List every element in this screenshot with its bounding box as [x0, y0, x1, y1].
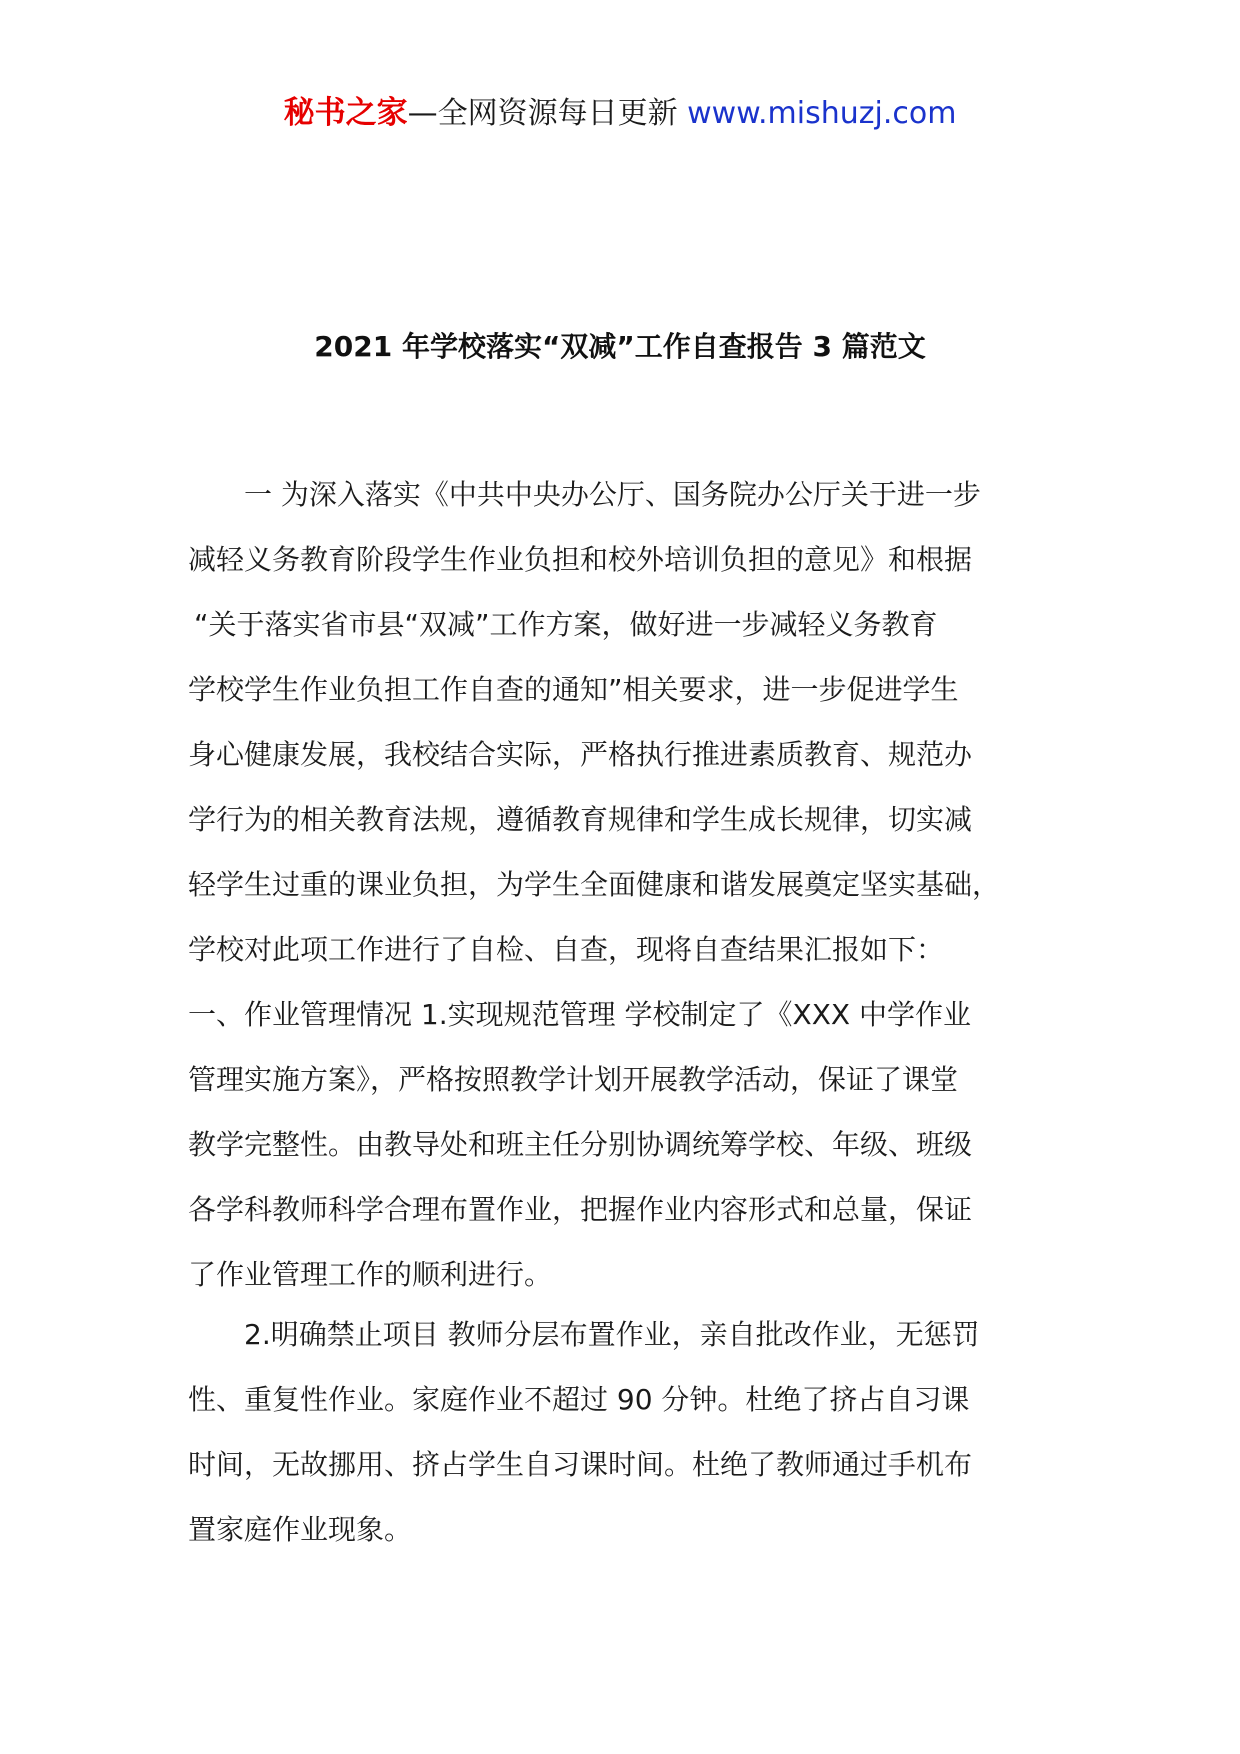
paragraph-line: 学校学生作业负担工作自查的通知”相关要求，进一步促进学生: [188, 673, 959, 706]
paragraph-2: [188, 1302, 1058, 1562]
paragraph-line: 管理实施方案》，严格按照教学计划开展教学活动，保证了课堂: [188, 1063, 959, 1096]
document-title: 2021 年学校落实“双减”工作自查报告 3 篇范文: [314, 330, 926, 363]
paragraph-line: 各学科教师科学合理布置作业，把握作业内容形式和总量，保证: [188, 1193, 973, 1226]
paragraph-line: 了作业管理工作的顺利进行。: [188, 1258, 553, 1291]
paragraph-line: “关于落实省市县“双减”工作方案，做好进一步减轻义务教育: [194, 608, 938, 641]
paragraph-line: 一、作业管理情况 1.实现规范管理 学校制定了《XXX 中学作业: [188, 998, 971, 1031]
paragraph-line: 身心健康发展，我校结合实际，严格执行推进素质教育、规范办: [188, 738, 973, 771]
paragraph-1: [188, 462, 1058, 1307]
paragraph-line: 减轻义务教育阶段学生作业负担和校外培训负担的意见》和根据: [188, 543, 973, 576]
paragraph-line: 置家庭作业现象。: [188, 1513, 413, 1546]
site-brand: 秘书之家: [283, 95, 408, 131]
paragraph-line: 教学完整性。由教导处和班主任分别协调统筹学校、年级、班级: [188, 1128, 973, 1161]
paragraph-line: 学行为的相关教育法规，遵循教育规律和学生成长规律，切实减: [188, 803, 973, 836]
site-slogan: —全网资源每日更新: [407, 96, 688, 131]
paragraph-line: 学校对此项工作进行了自检、自查，现将自查结果汇报如下：: [188, 933, 945, 966]
paragraph-line: 性、重复性作业。家庭作业不超过 90 分钟。杜绝了挤占自习课: [188, 1383, 970, 1416]
site-url-link[interactable]: www.mishuzj.com: [687, 96, 957, 131]
paragraph-line: 轻学生过重的课业负担，为学生全面健康和谐发展奠定坚实基础，: [188, 868, 1001, 901]
site-header: [0, 93, 1240, 134]
paragraph-line: 2.明确禁止项目 教师分层布置作业，亲自批改作业，无惩罚: [244, 1318, 980, 1351]
paragraph-line: 时间，无故挪用、挤占学生自习课时间。杜绝了教师通过手机布: [188, 1448, 973, 1481]
paragraph-line: 一 为深入落实《中共中央办公厅、国务院办公厅关于进一步: [244, 478, 981, 511]
